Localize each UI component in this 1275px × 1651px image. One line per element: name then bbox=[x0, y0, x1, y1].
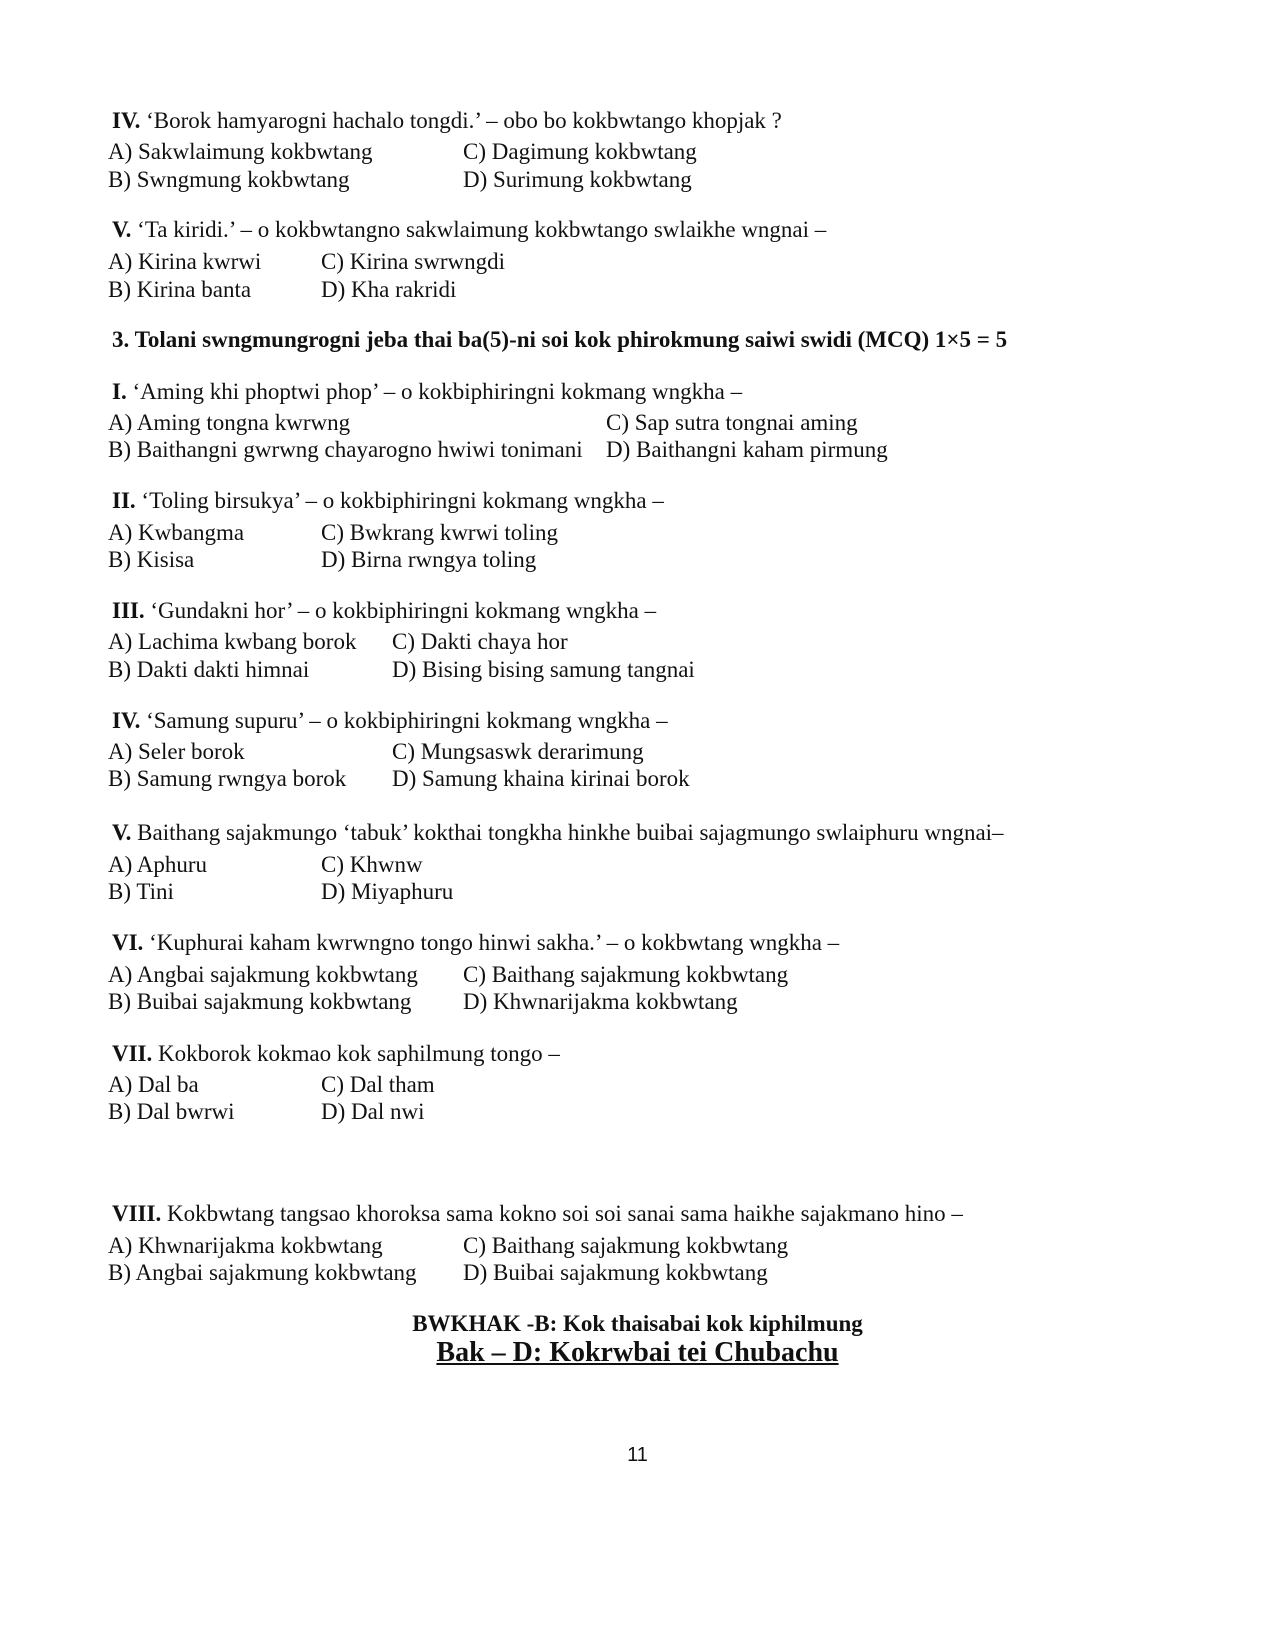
question-text: ‘Samung supuru’ – o kokbiphiringni kokmang wngkha – bbox=[140, 708, 668, 733]
option-c: C) Dakti chaya hor bbox=[392, 629, 568, 654]
question-v bbox=[112, 819, 1004, 847]
option-b: B) Samung rwngya borok bbox=[108, 766, 347, 791]
option-b: B) Dakti dakti himnai bbox=[108, 657, 310, 682]
option-d: D) Baithangni kaham pirmung bbox=[606, 437, 888, 462]
option-c: C) Mungsaswk derarimung bbox=[392, 739, 644, 764]
page-number: 11 bbox=[627, 1444, 648, 1466]
option-a: A) Aphuru bbox=[108, 852, 208, 877]
question-number: IV. bbox=[112, 108, 141, 133]
question-ii bbox=[112, 487, 664, 515]
question-text: ‘Gundakni hor’ – o kokbiphiringni kokmang wngkha – bbox=[144, 598, 657, 623]
option-d: D) Miyaphuru bbox=[321, 879, 454, 904]
option-c: C) Kirina swrwngdi bbox=[321, 249, 505, 274]
option-a: A) Seler borok bbox=[108, 739, 245, 764]
option-a: A) Aming tongna kwrwng bbox=[108, 410, 351, 435]
option-d: D) Birna rwngya toling bbox=[321, 547, 537, 572]
question-text: ‘Ta kiridi.’ – o kokbwtangno sakwlaimung kokbwtango swlaikhe wngnai – bbox=[131, 217, 827, 242]
option-b: B) Kirina banta bbox=[108, 277, 252, 302]
question-vii bbox=[112, 1040, 560, 1068]
option-d: D) Bising bising samung tangnai bbox=[392, 657, 695, 682]
option-b: B) Dal bwrwi bbox=[108, 1099, 235, 1124]
question-text: ‘Aming khi phoptwi phop’ – o kokbiphiringni kokmang wngkha – bbox=[126, 379, 743, 404]
question-number: IV. bbox=[112, 708, 141, 733]
question-vi bbox=[112, 929, 839, 957]
option-a: A) Kwbangma bbox=[108, 520, 245, 545]
question-number: II. bbox=[112, 488, 136, 513]
question-text: ‘Kuphurai kaham kwrwngno tongo hinwi sakha.’ – o kokbwtang wngkha – bbox=[143, 930, 840, 955]
question-viii bbox=[112, 1200, 963, 1228]
section-3-heading: 3. Tolani swngmungrogni jeba thai ba(5)-ni soi kok phirokmung saiwi swidi (MCQ) 1×5 = 5 bbox=[112, 327, 1008, 352]
option-a: A) Sakwlaimung kokbwtang bbox=[108, 139, 373, 164]
option-b: B) Swngmung kokbwtang bbox=[108, 167, 350, 192]
part-d-heading: Bak – D: Kokrwbai tei Chubachu bbox=[436, 1337, 839, 1368]
question-text: Kokbwtang tangsao khoroksa sama kokno soi soi sanai sama haikhe sajakmano hino – bbox=[161, 1201, 963, 1226]
question-v-prev bbox=[112, 216, 826, 244]
question-text: ‘Borok hamyarogni hachalo tongdi.’ – obo bo kokbwtango khopjak ? bbox=[140, 108, 782, 133]
question-number: III. bbox=[112, 598, 145, 623]
option-a: A) Angbai sajakmung kokbwtang bbox=[108, 962, 418, 987]
option-c: C) Sap sutra tongnai aming bbox=[606, 410, 858, 435]
question-iii bbox=[112, 597, 656, 625]
option-c: C) Baithang sajakmung kokbwtang bbox=[463, 962, 789, 987]
option-b: B) Kisisa bbox=[108, 547, 195, 572]
option-a: A) Lachima kwbang borok bbox=[108, 629, 357, 654]
option-b: B) Buibai sajakmung kokbwtang bbox=[108, 989, 412, 1014]
question-number: V. bbox=[112, 820, 132, 845]
option-d: D) Dal nwi bbox=[321, 1099, 425, 1124]
option-b: B) Angbai sajakmung kokbwtang bbox=[108, 1260, 417, 1285]
option-d: D) Samung khaina kirinai borok bbox=[392, 766, 690, 791]
question-iv bbox=[112, 707, 668, 735]
question-number: VII. bbox=[112, 1041, 153, 1066]
option-a: A) Kirina kwrwi bbox=[108, 249, 262, 274]
option-c: C) Baithang sajakmung kokbwtang bbox=[463, 1233, 789, 1258]
option-d: D) Khwnarijakma kokbwtang bbox=[463, 989, 738, 1014]
option-d: D) Buibai sajakmung kokbwtang bbox=[463, 1260, 768, 1285]
question-number: I. bbox=[112, 379, 127, 404]
option-c: C) Dal tham bbox=[321, 1072, 435, 1097]
question-number: V. bbox=[112, 217, 132, 242]
option-a: A) Dal ba bbox=[108, 1072, 199, 1097]
option-c: C) Dagimung kokbwtang bbox=[463, 139, 697, 164]
question-i bbox=[112, 378, 742, 406]
option-c: C) Bwkrang kwrwi toling bbox=[321, 520, 559, 545]
option-c: C) Khwnw bbox=[321, 852, 423, 877]
question-number: VIII. bbox=[112, 1201, 162, 1226]
option-b: B) Baithangni gwrwng chayarogno hwiwi tonimani bbox=[108, 437, 583, 462]
question-text: Baithang sajakmungo ‘tabuk’ kokthai tongkha hinkhe buibai sajagmungo swlaiphuru wngnai– bbox=[131, 820, 1004, 845]
question-text: Kokborok kokmao kok saphilmung tongo – bbox=[152, 1041, 560, 1066]
option-d: D) Surimung kokbwtang bbox=[463, 167, 692, 192]
option-b: B) Tini bbox=[108, 879, 174, 904]
section-b-heading: BWKHAK -B: Kok thaisabai kok kiphilmung bbox=[412, 1311, 863, 1336]
question-number: VI. bbox=[112, 930, 144, 955]
question-iv-prev bbox=[112, 107, 782, 135]
option-d: D) Kha rakridi bbox=[321, 277, 457, 302]
option-a: A) Khwnarijakma kokbwtang bbox=[108, 1233, 383, 1258]
question-text: ‘Toling birsukya’ – o kokbiphiringni kokmang wngkha – bbox=[135, 488, 664, 513]
